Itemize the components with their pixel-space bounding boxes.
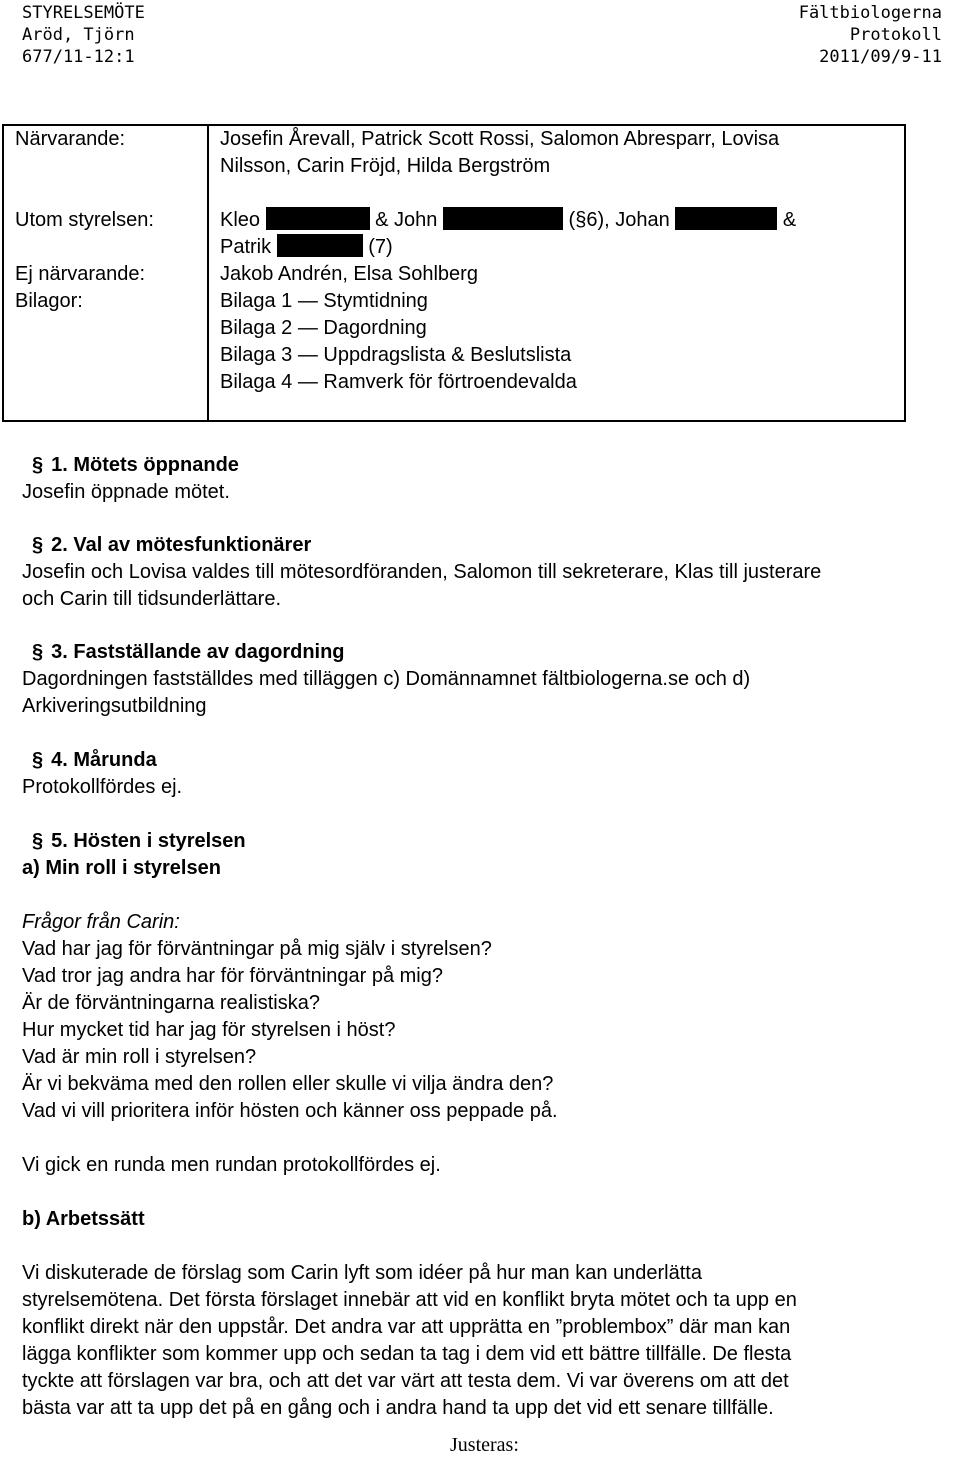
question-line: Är vi bekväma med den rollen eller skulle vi vilja ändra den?	[22, 1073, 554, 1095]
section-text-line: och Carin till tidsunderlättare.	[22, 588, 282, 610]
question-line: Hur mycket tid har jag för styrelsen i höst?	[22, 1019, 396, 1041]
header-right	[799, 2, 942, 68]
question-line: Vad tror jag andra har för förväntningar på mig?	[22, 965, 443, 987]
outside-board-line	[220, 207, 880, 234]
section-heading	[22, 747, 952, 774]
paragraph-line: tyckte att förslagen var bra, och att det var värt att testa dem. Vi var överens om att det	[22, 1370, 789, 1392]
paragraph-line: Vi diskuterade de förslag som Carin lyft som idéer på hur man kan underlätta	[22, 1262, 702, 1284]
outside-board-label: Utom styrelsen:	[15, 209, 154, 231]
redaction-block	[266, 207, 370, 230]
document-type: Protokoll	[849, 25, 942, 45]
paragraph-sign: §	[32, 749, 44, 771]
section-heading	[22, 828, 952, 855]
section-2	[22, 532, 952, 613]
question-line: Vad är min roll i styrelsen?	[22, 1046, 257, 1068]
absent-value	[220, 261, 880, 288]
header-left	[22, 2, 145, 68]
paragraph-sign: §	[32, 830, 44, 852]
section-text: Protokollfördes ej.	[22, 776, 183, 798]
document-number: 677/11-12:1	[22, 47, 135, 67]
attachments-label: Bilagor:	[15, 290, 83, 312]
guest-name: (§6), Johan	[568, 209, 670, 231]
outside-board-value	[220, 207, 880, 261]
section-5	[22, 828, 952, 1422]
section-title: 2. Val av mötesfunktionärer	[51, 534, 312, 556]
present-line: Nilsson, Carin Fröjd, Hilda Bergström	[220, 155, 551, 177]
question-line: Är de förväntningarna realistiska?	[22, 992, 320, 1014]
section-title: 1. Mötets öppnande	[51, 454, 239, 476]
subsection-heading-a: a) Min roll i styrelsen	[22, 857, 221, 879]
section-title: 3. Fastställande av dagordning	[51, 641, 345, 663]
section-heading	[22, 532, 952, 559]
attachment-item: Bilaga 3 — Uppdragslista & Beslutslista	[220, 344, 572, 366]
paragraph-line: styrelsemötena. Det första förslaget innebär att vid en konflikt bryta mötet och ta upp en	[22, 1289, 797, 1311]
attachment-item: Bilaga 4 — Ramverk för förtroendevalda	[220, 371, 577, 393]
present-label: Närvarande:	[15, 128, 126, 150]
attendance-table	[2, 124, 906, 422]
meeting-type: STYRELSEMÖTE	[22, 3, 145, 23]
section-3	[22, 639, 952, 720]
section-heading	[22, 639, 952, 666]
redaction-block	[675, 207, 777, 230]
meeting-location: Aröd, Tjörn	[22, 25, 135, 45]
outside-board-line	[220, 234, 880, 261]
paragraph-line: bästa var att ta upp det på en gång och i andra hand ta upp det vid ett senare tillfälle.	[22, 1397, 774, 1419]
justeras-footer: Justeras:	[450, 1434, 519, 1456]
section-heading	[22, 452, 952, 479]
subsection-heading-b: b) Arbetssätt	[22, 1208, 145, 1230]
paragraph-sign: §	[32, 534, 44, 556]
paragraph-line: lägga konflikter som kommer upp och sedan ta tag i dem vid ett bättre tillfälle. De flesta	[22, 1343, 792, 1365]
table-divider	[207, 126, 209, 420]
section-text-line: Dagordningen fastställdes med tilläggen c) Domännamnet fältbiologerna.se och d)	[22, 668, 751, 690]
guest-name: Kleo	[220, 209, 261, 231]
section-title: 4. Mårunda	[51, 749, 157, 771]
section-text: Josefin öppnade mötet.	[22, 481, 230, 503]
organization-name: Fältbiologerna	[798, 3, 942, 23]
guest-name: (7)	[368, 236, 393, 258]
section-text-line: Arkiveringsutbildning	[22, 695, 207, 717]
guest-name: Patrik	[220, 236, 272, 258]
guest-name: & John	[375, 209, 438, 231]
attachment-item: Bilaga 1 — Stymtidning	[220, 290, 428, 312]
present-value	[220, 126, 880, 180]
present-line: Josefin Årevall, Patrick Scott Rossi, Salomon Abresparr, Lovisa	[220, 128, 780, 150]
paragraph-sign: §	[32, 641, 44, 663]
section-text-line: Josefin och Lovisa valdes till mötesordföranden, Salomon till sekreterare, Klas till justerare	[22, 561, 822, 583]
paragraph-sign: §	[32, 454, 44, 476]
section-title: 5. Hösten i styrelsen	[51, 830, 246, 852]
paragraph-line: konflikt direkt när den uppstår. Det andra var att upprätta en ”problembox” där man kan	[22, 1316, 791, 1338]
questions-intro: Frågor från Carin:	[22, 911, 180, 933]
section-1	[22, 452, 952, 506]
question-line: Vad har jag för förväntningar på mig själv i styrelsen?	[22, 938, 492, 960]
round-text: Vi gick en runda men rundan protokollfördes ej.	[22, 1154, 441, 1176]
attachments-list	[220, 288, 880, 396]
redaction-block	[277, 234, 363, 257]
meeting-date: 2011/09/9-11	[819, 47, 942, 67]
absent-label: Ej närvarande:	[15, 263, 146, 285]
absent-names: Jakob Andrén, Elsa Sohlberg	[220, 263, 478, 285]
redaction-block	[443, 207, 563, 230]
section-4	[22, 747, 952, 801]
question-line: Vad vi vill prioritera inför hösten och känner oss peppade på.	[22, 1100, 558, 1122]
guest-name: &	[782, 209, 797, 231]
attachment-item: Bilaga 2 — Dagordning	[220, 317, 427, 339]
